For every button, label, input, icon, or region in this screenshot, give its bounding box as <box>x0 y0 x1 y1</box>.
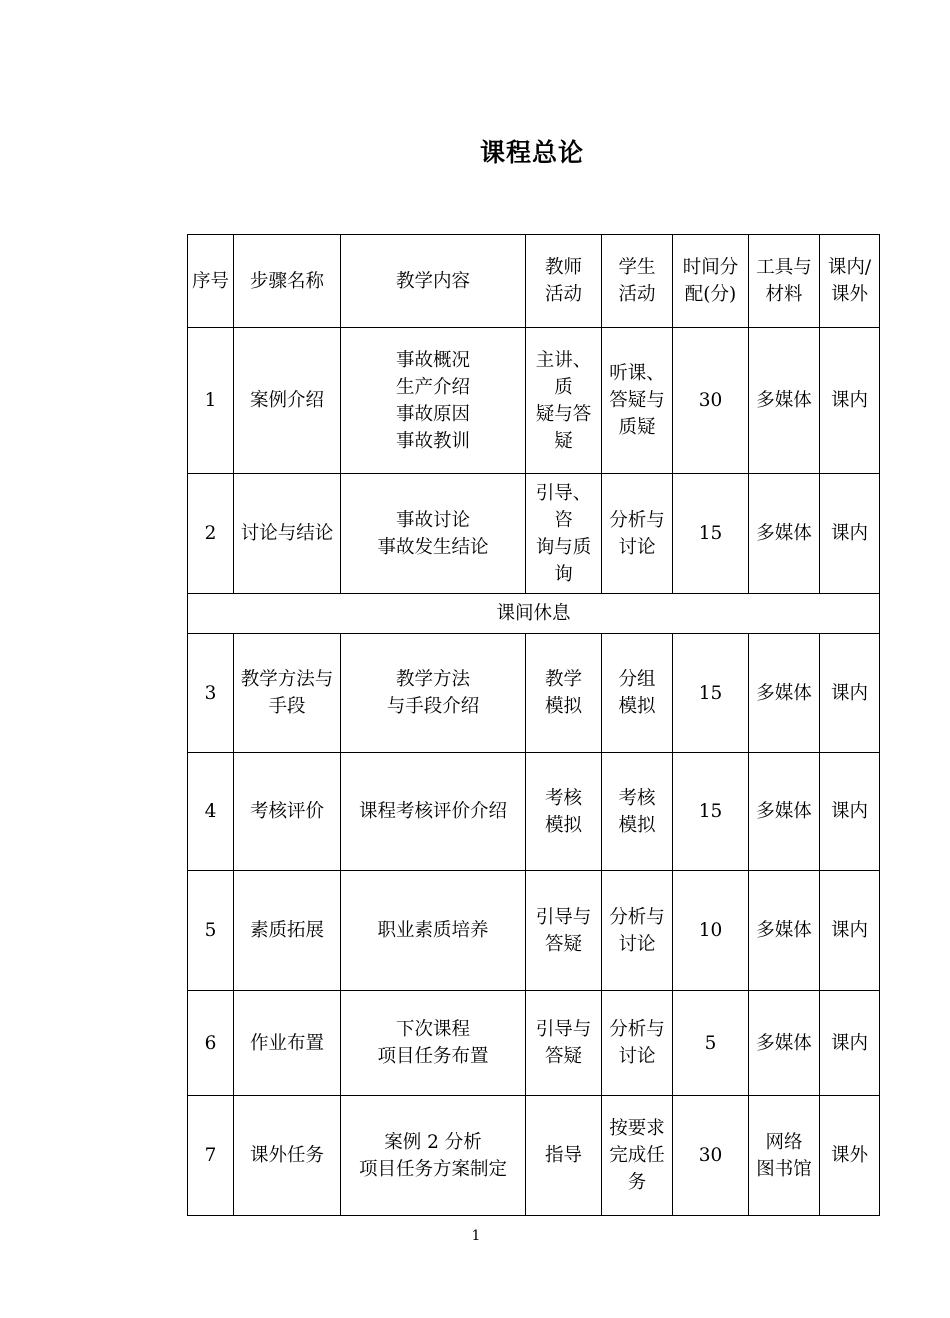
header-student: 学生 活动 <box>602 235 673 328</box>
cell-teacher: 引导与 答疑 <box>526 871 602 991</box>
cell-tools: 多媒体 <box>749 328 820 474</box>
header-place: 课内/ 课外 <box>820 235 880 328</box>
header-content: 教学内容 <box>341 235 526 328</box>
cell-place: 课外 <box>820 1096 880 1216</box>
cell-no: 1 <box>188 328 234 474</box>
cell-tools: 网络 图书馆 <box>749 1096 820 1216</box>
header-teacher: 教师 活动 <box>526 235 602 328</box>
cell-student: 分析与 讨论 <box>602 474 673 594</box>
cell-time: 15 <box>673 474 749 594</box>
cell-no: 2 <box>188 474 234 594</box>
header-row <box>188 235 880 328</box>
cell-teacher: 引导、咨 询与质 询 <box>526 474 602 594</box>
cell-content: 事故概况 生产介绍 事故原因 事故教训 <box>341 328 526 474</box>
table-row <box>188 634 880 753</box>
cell-tools: 多媒体 <box>749 753 820 871</box>
cell-teacher: 引导与 答疑 <box>526 991 602 1096</box>
cell-place: 课内 <box>820 991 880 1096</box>
cell-time: 10 <box>673 871 749 991</box>
header-no: 序号 <box>188 235 234 328</box>
course-table <box>187 234 880 1216</box>
cell-time: 15 <box>673 753 749 871</box>
cell-teacher: 指导 <box>526 1096 602 1216</box>
cell-place: 课内 <box>820 634 880 753</box>
cell-tools: 多媒体 <box>749 634 820 753</box>
cell-time: 30 <box>673 1096 749 1216</box>
cell-time: 5 <box>673 991 749 1096</box>
cell-no: 4 <box>188 753 234 871</box>
cell-student: 考核 模拟 <box>602 753 673 871</box>
cell-time: 15 <box>673 634 749 753</box>
cell-no: 7 <box>188 1096 234 1216</box>
cell-student: 按要求 完成任 务 <box>602 1096 673 1216</box>
cell-content: 教学方法 与手段介绍 <box>341 634 526 753</box>
cell-step: 考核评价 <box>234 753 341 871</box>
header-step: 步骤名称 <box>234 235 341 328</box>
cell-content: 职业素质培养 <box>341 871 526 991</box>
cell-no: 6 <box>188 991 234 1096</box>
cell-step: 素质拓展 <box>234 871 341 991</box>
cell-step: 案例介绍 <box>234 328 341 474</box>
cell-time: 30 <box>673 328 749 474</box>
table-row <box>188 871 880 991</box>
cell-content: 下次课程 项目任务布置 <box>341 991 526 1096</box>
cell-teacher: 考核 模拟 <box>526 753 602 871</box>
header-tools: 工具与 材料 <box>749 235 820 328</box>
cell-student: 分析与 讨论 <box>602 991 673 1096</box>
cell-student: 听课、 答疑与 质疑 <box>602 328 673 474</box>
cell-step: 讨论与结论 <box>234 474 341 594</box>
cell-place: 课内 <box>820 474 880 594</box>
cell-step: 课外任务 <box>234 1096 341 1216</box>
header-time: 时间分 配(分) <box>673 235 749 328</box>
cell-step: 教学方法与 手段 <box>234 634 341 753</box>
table-row <box>188 328 880 474</box>
break-row <box>188 594 880 634</box>
cell-content: 案例 2 分析 项目任务方案制定 <box>341 1096 526 1216</box>
cell-content: 事故讨论 事故发生结论 <box>341 474 526 594</box>
table-row <box>188 1096 880 1216</box>
cell-place: 课内 <box>820 328 880 474</box>
cell-student: 分组 模拟 <box>602 634 673 753</box>
cell-place: 课内 <box>820 871 880 991</box>
page-title: 课程总论 <box>479 138 584 167</box>
cell-step: 作业布置 <box>234 991 341 1096</box>
cell-no: 3 <box>188 634 234 753</box>
cell-place: 课内 <box>820 753 880 871</box>
cell-student: 分析与 讨论 <box>602 871 673 991</box>
cell-content: 课程考核评价介绍 <box>341 753 526 871</box>
cell-tools: 多媒体 <box>749 474 820 594</box>
table-row <box>188 991 880 1096</box>
cell-teacher: 主讲、质 疑与答 疑 <box>526 328 602 474</box>
cell-no: 5 <box>188 871 234 991</box>
page-number: 1 <box>471 1228 481 1244</box>
cell-teacher: 教学 模拟 <box>526 634 602 753</box>
break-label: 课间休息 <box>188 594 880 634</box>
cell-tools: 多媒体 <box>749 871 820 991</box>
table-row <box>188 474 880 594</box>
cell-tools: 多媒体 <box>749 991 820 1096</box>
table-row <box>188 753 880 871</box>
